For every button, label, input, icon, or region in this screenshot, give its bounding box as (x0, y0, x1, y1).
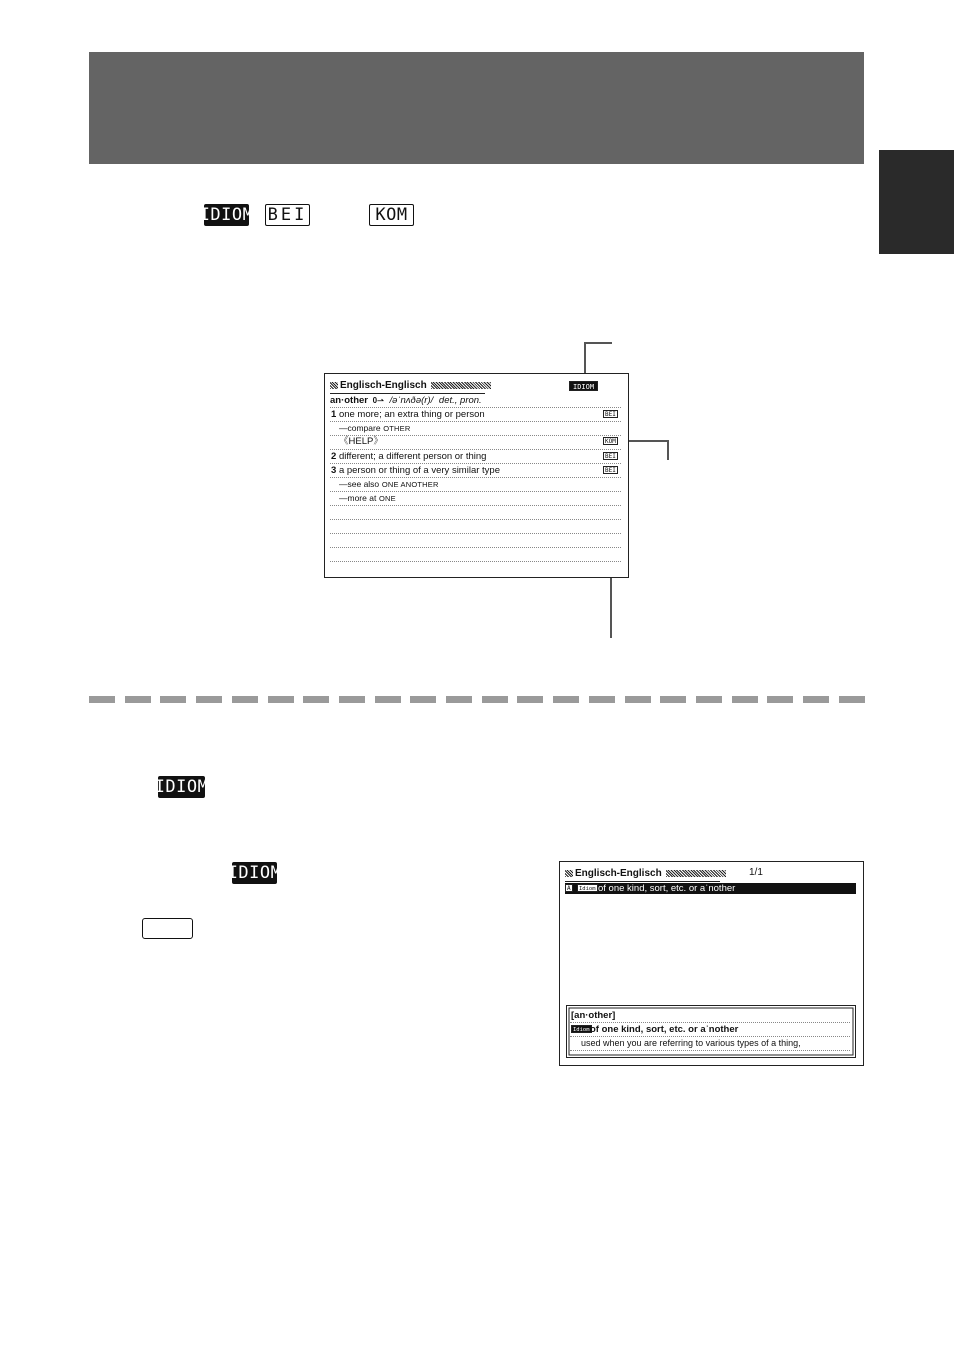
divider-dash (232, 696, 258, 703)
divider-dash (410, 696, 436, 703)
divider-dash (553, 696, 579, 703)
divider-dash (660, 696, 686, 703)
chapter-side-tab (879, 150, 954, 254)
list-item-text: of one kind, sort, etc. or aˈnother (598, 883, 736, 894)
divider-dash (268, 696, 294, 703)
divider-dash (196, 696, 222, 703)
divider-dash (375, 696, 401, 703)
callout-line-kom-down (667, 440, 669, 460)
bei-key-icon: BEI (265, 204, 310, 226)
screen-title: Englisch-Englisch (565, 868, 726, 879)
sense-line: 1 one more; an extra thing or person (331, 409, 485, 420)
popup-definition: used when you are referring to various types of a thing, (581, 1038, 801, 1048)
sense-line: —compare OTHER (339, 423, 411, 433)
popup-phrase: of one kind, sort, etc. or aˈnother (590, 1024, 739, 1035)
sense-line: 《HELP》 (339, 436, 383, 447)
list-marker: A (567, 885, 571, 892)
preview-popup (566, 1005, 856, 1058)
idiom-key-icon: IDIOM (154, 776, 209, 797)
divider-dash (767, 696, 793, 703)
kom-key-icon: KOM (369, 204, 414, 226)
divider-dash (482, 696, 508, 703)
popup-headword: [an·other] (571, 1010, 616, 1021)
dictionary-screen (324, 373, 629, 578)
idiom-tag-icon: Idiom (579, 886, 596, 892)
page-indicator: 1/1 (749, 867, 763, 878)
divider-dash (696, 696, 722, 703)
idiom-key-icon: IDIOM (227, 862, 282, 883)
entry-headline: an·other 0⇀ /əˈnʌðə(r)/ det., pron. (330, 395, 482, 406)
divider-dash (517, 696, 543, 703)
divider-dash (89, 696, 115, 703)
callout-line-idiom-top (584, 342, 612, 344)
divider-dash (803, 696, 829, 703)
idiom-key-icon: IDIOM (199, 204, 254, 225)
idiom-list-screen (559, 861, 864, 1066)
sense-line: —see also ONE ANOTHER (339, 479, 439, 489)
sense-line: —more at ONE (339, 493, 396, 503)
divider-dash (125, 696, 151, 703)
screen-title: Englisch-Englisch (330, 380, 491, 391)
divider-dash (839, 696, 865, 703)
bei-tag-icon: BEI (605, 453, 616, 460)
idiom-badge-icon: IDIOM (569, 381, 598, 391)
bei-tag-icon: BEI (605, 411, 616, 418)
divider-dash (625, 696, 651, 703)
divider-dash (303, 696, 329, 703)
divider-dash (732, 696, 758, 703)
kom-tag-icon: KOM (605, 438, 616, 445)
divider-dash (446, 696, 472, 703)
divider-dash (339, 696, 365, 703)
divider-dash (160, 696, 186, 703)
blank-key-icon (142, 918, 193, 939)
bei-tag-icon: BEI (605, 467, 616, 474)
sense-line: 2 different; a different person or thing (331, 451, 487, 462)
selected-list-item[interactable] (565, 883, 856, 894)
divider-dash (589, 696, 615, 703)
section-header-band (89, 52, 864, 164)
idiom-tag-icon: Idiom (573, 1027, 590, 1033)
sense-line: 3 a person or thing of a very similar type (331, 465, 500, 476)
